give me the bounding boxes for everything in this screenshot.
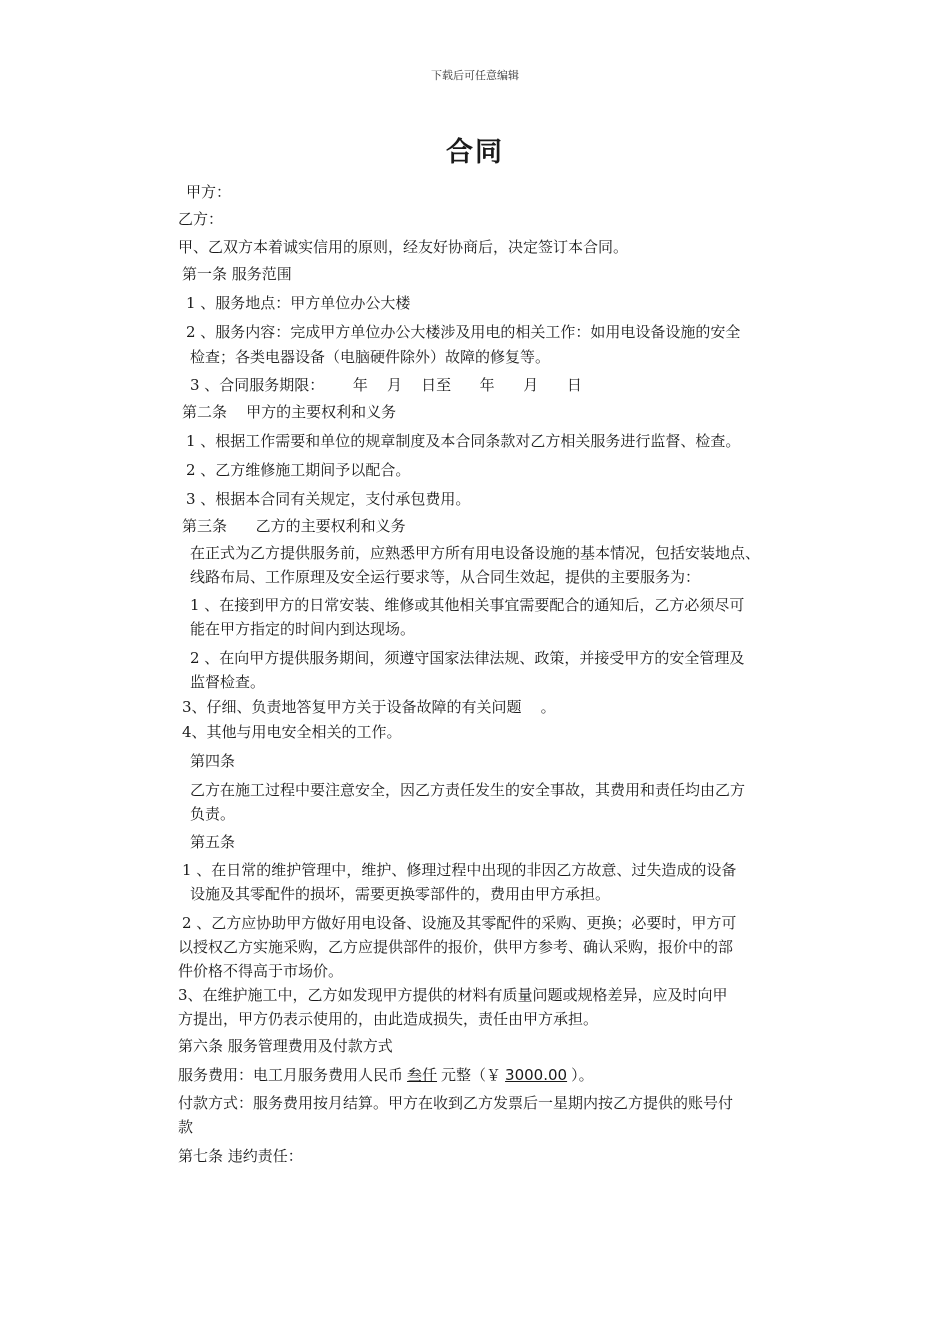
article-2-clause-2: 2 、乙方维修施工期间予以配合。 <box>186 461 411 479</box>
article-2-clause-1: 1 、根据工作需要和单位的规章制度及本合同条款对乙方相关服务进行监督、检查。 <box>186 432 741 450</box>
article-1-heading: 第一条 服务范围 <box>182 265 292 283</box>
article-3-clause-4: 4、其他与用电安全相关的工作。 <box>182 723 402 741</box>
article-5-clause-3-line-1: 3、在维护施工中，乙方如发现甲方提供的材料有质量问题或规格差异，应及时向甲 <box>178 986 728 1004</box>
fee-prefix: 服务费用：电工月服务费用人民币 <box>178 1066 404 1084</box>
preamble: 甲、乙双方本着诚实信用的原则，经友好协商后，决定签订本合同。 <box>178 238 629 256</box>
article-3-clause-1-line-2: 能在甲方指定的时间内到达现场。 <box>190 620 416 638</box>
article-3-clause-1-line-1: 1 、在接到甲方的日常安装、维修或其他相关事宜需要配合的通知后，乙方必须尽可 <box>190 596 745 614</box>
payment-method-line-1: 付款方式：服务费用按月结算。甲方在收到乙方发票后一星期内按乙方提供的账号付 <box>178 1094 734 1112</box>
article-3-heading: 第三条 乙方的主要权利和义务 <box>182 517 406 535</box>
fee-suffix: ）。 <box>571 1066 594 1084</box>
party-b-line: 乙方： <box>178 210 224 228</box>
article-5-clause-1-line-1: 1 、在日常的维护管理中，维护、修理过程中出现的非因乙方故意、过失造成的设备 <box>182 861 737 879</box>
fee-mid: 元整（￥ <box>441 1066 502 1084</box>
article-3-intro-line-2: 线路布局、工作原理及安全运行要求等，从合同生效起，提供的主要服务为： <box>190 568 701 586</box>
article-2-clause-3: 3 、根据本合同有关规定，支付承包费用。 <box>186 490 471 508</box>
article-3-clause-2-line-1: 2 、在向甲方提供服务期间，须遵守国家法律法规、政策，并接受甲方的安全管理及 <box>190 649 745 667</box>
party-a-line: 甲方： <box>186 183 232 201</box>
article-1-clause-3: 3 、合同服务期限： 年 月 日至 年 月 日 <box>190 376 582 394</box>
article-5-heading: 第五条 <box>190 833 236 851</box>
page-header: 下载后可任意编辑 <box>431 69 519 82</box>
article-5-clause-1-line-2: 设施及其零配件的损坏，需要更换零部件的，费用由甲方承担。 <box>190 885 611 903</box>
document-title: 合同 <box>446 137 504 168</box>
article-5-clause-2-line-3: 件价格不得高于市场价。 <box>178 962 344 980</box>
article-4-heading: 第四条 <box>190 752 236 770</box>
payment-method-line-2: 款 <box>178 1118 194 1136</box>
article-3-clause-3: 3、仔细、负责地答复甲方关于设备故障的有关问题 。 <box>182 698 556 716</box>
service-fee-line <box>178 1064 818 1086</box>
article-7-heading: 第七条 违约责任： <box>178 1147 303 1165</box>
article-1-clause-2-line-1: 2 、服务内容：完成甲方单位办公大楼涉及用电的相关工作：如用电设备设施的安全 <box>186 323 741 341</box>
fee-amount-number: 3000.00 <box>505 1066 568 1084</box>
article-2-heading: 第二条 甲方的主要权利和义务 <box>182 403 397 421</box>
article-4-line-2: 负责。 <box>190 805 236 823</box>
article-3-clause-2-line-2: 监督检查。 <box>190 673 266 691</box>
article-1-clause-1: 1 、服务地点：甲方单位办公大楼 <box>186 294 411 312</box>
article-4-line-1: 乙方在施工过程中要注意安全，因乙方责任发生的安全事故，其费用和责任均由乙方 <box>190 781 746 799</box>
fee-amount-words: 叁仟 <box>407 1066 438 1084</box>
article-1-clause-2-line-2: 检查；各类电器设备（电脑硬件除外）故障的修复等。 <box>190 348 551 366</box>
article-5-clause-2-line-2: 以授权乙方实施采购，乙方应提供部件的报价，供甲方参考、确认采购，报价中的部 <box>178 938 734 956</box>
article-5-clause-3-line-2: 方提出，甲方仍表示使用的，由此造成损失，责任由甲方承担。 <box>178 1010 599 1028</box>
article-3-intro-line-1: 在正式为乙方提供服务前，应熟悉甲方所有用电设备设施的基本情况，包括安装地点、 <box>190 544 761 562</box>
article-5-clause-2-line-1: 2 、乙方应协助甲方做好用电设备、设施及其零配件的采购、更换；必要时，甲方可 <box>182 914 737 932</box>
article-6-heading: 第六条 服务管理费用及付款方式 <box>178 1037 393 1055</box>
contract-body <box>178 181 818 1167</box>
